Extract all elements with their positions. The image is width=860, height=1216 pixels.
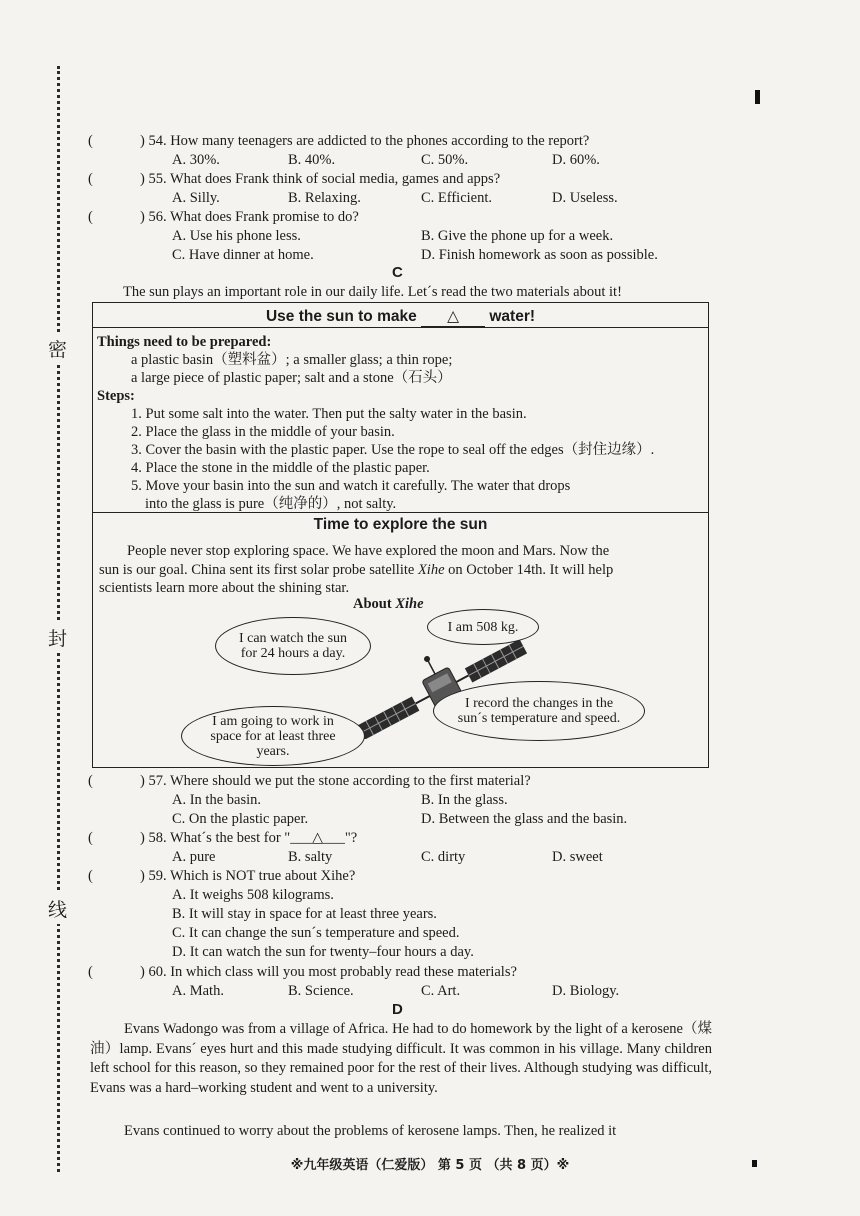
option-a: A. Silly. <box>172 190 220 206</box>
option-a: A. It weighs 508 kilograms. <box>172 887 334 903</box>
option-c: C. 50%. <box>421 152 469 168</box>
option-a: A. Use his phone less. <box>172 228 301 244</box>
option-c: C. Efficient. <box>421 190 493 206</box>
things-heading: Things need to be prepared: <box>97 334 272 350</box>
option-d: D. 60%. <box>552 152 600 168</box>
step-4: 4. Place the stone in the middle of the plastic paper. <box>131 460 430 476</box>
option-b: B. Give the phone up for a week. <box>421 228 614 244</box>
option-d: D. Biology. <box>552 983 620 999</box>
option-a: A. 30%. <box>172 152 220 168</box>
option-b: B. 40%. <box>288 152 336 168</box>
question-58: ( ) 58. What´s the best for "___△___"? A. pure B. salty C. dirty D. sweet <box>88 830 603 865</box>
bubble-work-years: I am going to work in space for at least three years. <box>181 706 365 766</box>
option-d: D. sweet <box>552 849 603 865</box>
bubble-record-changes: I record the changes in the sun´s temperature and speed. <box>433 681 645 741</box>
step-1: 1. Put some salt into the water. Then put the salty water in the basin. <box>131 406 527 422</box>
option-a: A. Math. <box>172 983 224 999</box>
option-b: B. In the glass. <box>421 792 508 808</box>
about-xihe-heading: About Xihe <box>353 596 424 612</box>
option-c: C. It can change the sun´s temperature and speed. <box>172 925 460 941</box>
bubble-watch-sun: I can watch the sun for 24 hours a day. <box>215 617 371 675</box>
option-b: B. Relaxing. <box>288 190 361 206</box>
option-d: D. Finish homework as soon as possible. <box>421 247 658 263</box>
side-label-seal: 密 <box>48 333 67 364</box>
section-c-heading: C <box>392 264 403 281</box>
things-line-1: a plastic basin（塑料盆）; a smaller glass; a thin rope; <box>131 352 453 368</box>
section-d-heading: D <box>392 1001 403 1018</box>
material-box-2 <box>92 511 709 768</box>
side-label-seal-2: 封 <box>48 622 67 653</box>
things-line-2: a large piece of plastic paper; salt and a stone（石头） <box>131 370 452 386</box>
option-c: C. dirty <box>421 849 466 865</box>
question-55: ( ) 55. What does Frank think of social media, games and apps? A. Silly. B. Relaxing. C. Efficient. D. Useless. <box>88 171 618 206</box>
box2-paragraph: People never stop exploring space. We have explored the moon and Mars. Now the sun is our goal. China sent its first solar probe satellite Xihe on October 14th. It will help scientists learn more about the shining star. <box>99 543 614 596</box>
title-blank: △ <box>421 307 485 327</box>
option-b: B. Science. <box>288 983 354 999</box>
question-56: ( ) 56. What does Frank promise to do? A. Use his phone less. B. Give the phone up for a week. C. Have dinner at home. D. Finish homework as soon as possible. <box>88 209 658 263</box>
step-5: 5. Move your basin into the sun and watch it carefully. The water that drops <box>131 478 571 494</box>
option-d: D. Useless. <box>552 190 618 206</box>
option-d: D. It can watch the sun for twenty–four hours a day. <box>172 944 474 960</box>
passage-d-paragraph-1: Evans Wadongo was from a village of Africa. He had to do homework by the light of a kerosene（煤油）lamp. Evans´ eyes hurt and this made studying difficult. It was common in his village. Many children left school for this reason, so they remained poor for the rest of their lives. Although studying was difficult, Evans was a hard–working student and went to a university. <box>90 1021 712 1096</box>
box1-title: Use the sun to make △ water! <box>265 308 536 325</box>
option-b: B. salty <box>288 849 333 865</box>
option-a: A. pure <box>172 849 216 865</box>
step-5-cont: into the glass is pure（纯净的）, not salty. <box>145 496 397 512</box>
question-54: ( ) 54. How many teenagers are addicted to the phones according to the report? A. 30%. B. 40%. C. 50%. D. 60%. <box>88 133 600 168</box>
box2-title: Time to explore the sun <box>313 516 488 533</box>
question-60: ( ) 60. In which class will you most probably read these materials? A. Math. B. Science. C. Art. D. Biology. <box>88 964 620 999</box>
material-box-1 <box>92 302 709 513</box>
step-3: 3. Cover the basin with the plastic paper. Use the rope to seal off the edges（封住边缘）. <box>131 442 655 458</box>
option-a: A. In the basin. <box>172 792 261 808</box>
passage-d-paragraph-2: Evans continued to worry about the problems of kerosene lamps. Then, he realized it <box>124 1123 617 1139</box>
side-label-line: 线 <box>48 893 67 924</box>
steps-heading: Steps: <box>97 388 135 404</box>
corner-mark-top <box>755 90 760 104</box>
option-c: C. On the plastic paper. <box>172 811 309 827</box>
box1-body <box>97 333 702 513</box>
intro-c: The sun plays an important role in our daily life. Let´s read the two materials about it! <box>123 284 622 300</box>
question-59: ( ) 59. Which is NOT true about Xihe? A. It weighs 508 kilograms. B. It will stay in space for at least three years. C. It can change the sun´s temperature and speed. D. It can watch the sun for twenty–four hours a day. <box>88 868 474 960</box>
question-57: ( ) 57. Where should we put the stone according to the first material? A. In the basin. B. In the glass. C. On the plastic paper. D. Between the glass and the basin. <box>88 773 628 827</box>
option-c: C. Have dinner at home. <box>172 247 314 263</box>
box1-divider <box>93 327 708 328</box>
page-footer: ※九年级英语（仁爱版） 第 5 页 （共 8 页）※ <box>290 1158 570 1173</box>
option-d: D. Between the glass and the basin. <box>421 811 628 827</box>
step-2: 2. Place the glass in the middle of your basin. <box>131 424 395 440</box>
bubble-weight: I am 508 kg. <box>427 609 539 645</box>
option-c: C. Art. <box>421 983 461 999</box>
binding-dotted-line <box>57 66 60 1172</box>
option-b: B. It will stay in space for at least three years. <box>172 906 437 922</box>
